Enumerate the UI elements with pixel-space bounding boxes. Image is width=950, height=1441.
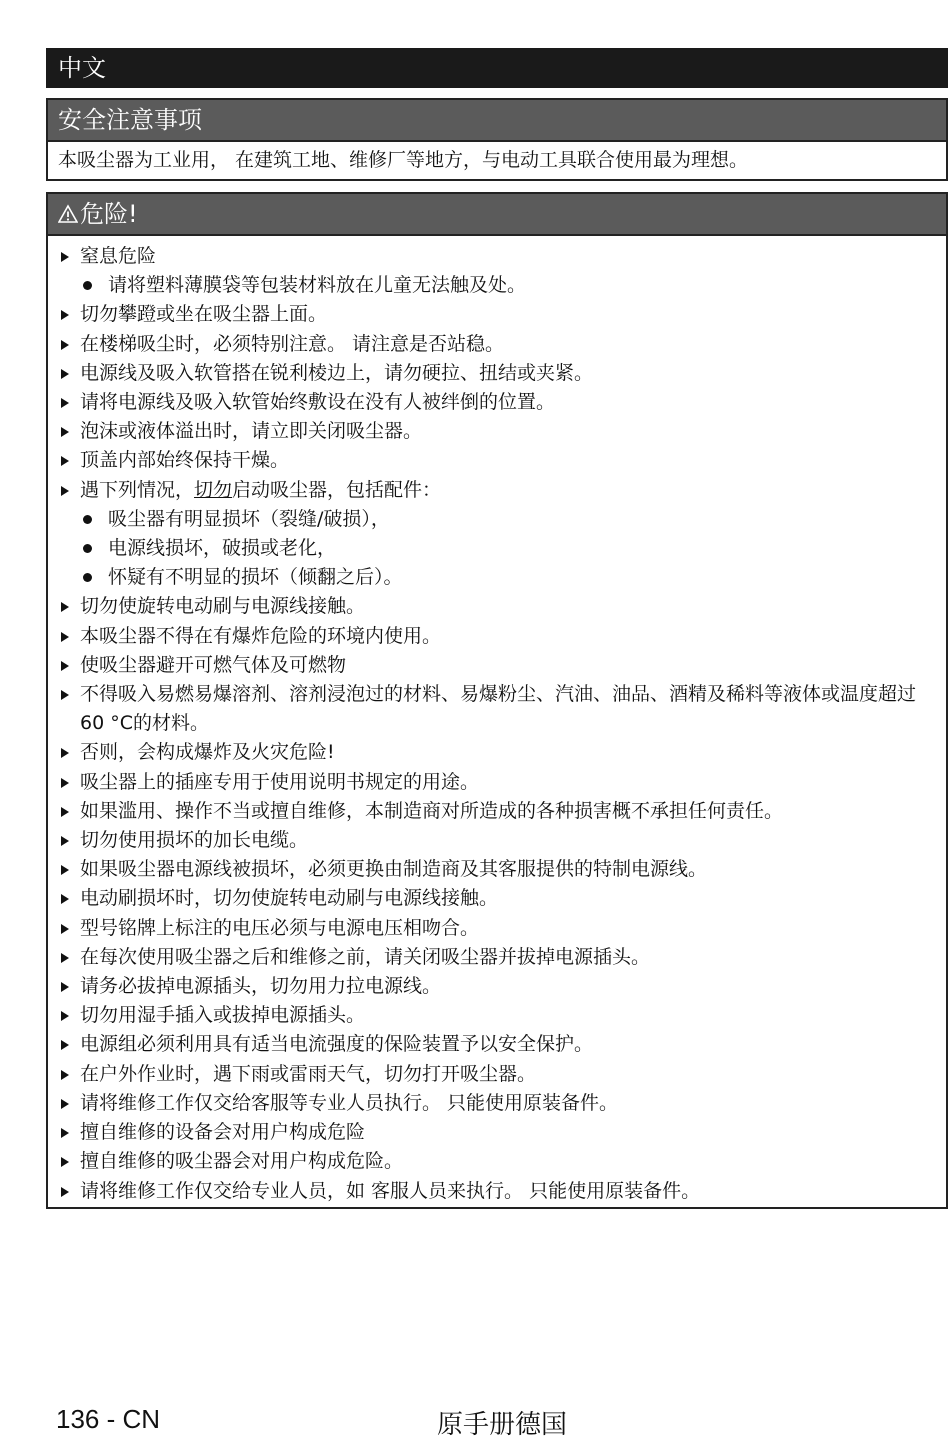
bullet-item: 怀疑有不明显的损坏（倾翻之后）。 bbox=[58, 563, 936, 592]
list-item: 电源组必须利用具有适当电流强度的保险装置予以安全保护。 bbox=[58, 1030, 936, 1059]
list-item: 擅自维修的设备会对用户构成危险 bbox=[58, 1118, 936, 1147]
list-item: 型号铭牌上标注的电压必须与电源电压相吻合。 bbox=[58, 914, 936, 943]
list-item: 在户外作业时，遇下雨或雷雨天气，切勿打开吸尘器。 bbox=[58, 1060, 936, 1089]
item-text-suffix: 启动吸尘器，包括配件： bbox=[232, 478, 442, 501]
bullet-item: 请将塑料薄膜袋等包装材料放在儿童无法触及处。 bbox=[58, 271, 936, 300]
list-item: 电源线及吸入软管搭在锐利棱边上，请勿硬拉、扭结或夹紧。 bbox=[58, 359, 936, 388]
list-item: 吸尘器上的插座专用于使用说明书规定的用途。 bbox=[58, 768, 936, 797]
list-item: 在每次使用吸尘器之后和维修之前，请关闭吸尘器并拔掉电源插头。 bbox=[58, 943, 936, 972]
list-item: 电动刷损坏时，切勿使旋转电动刷与电源线接触。 bbox=[58, 884, 936, 913]
list-item: 请务必拔掉电源插头，切勿用力拉电源线。 bbox=[58, 972, 936, 1001]
warning-triangle-icon bbox=[58, 204, 78, 224]
item-text-prefix: 遇下列情况， bbox=[80, 478, 195, 501]
safety-intro: 本吸尘器为工业用， 在建筑工地、维修厂等地方，与电动工具联合使用最为理想。 bbox=[58, 149, 749, 171]
danger-heading: 危险! bbox=[80, 200, 138, 228]
list-item: 泡沫或液体溢出时，请立即关闭吸尘器。 bbox=[58, 417, 936, 446]
language-bar: 中文 bbox=[46, 48, 948, 88]
list-item: 切勿使旋转电动刷与电源线接触。 bbox=[58, 592, 936, 621]
list-item: 切勿用湿手插入或拔掉电源插头。 bbox=[58, 1001, 936, 1030]
list-item: 如果滥用、操作不当或擅自维修，本制造商对所造成的各种损害概不承担任何责任。 bbox=[58, 797, 936, 826]
list-item: 使吸尘器避开可燃气体及可燃物 bbox=[58, 651, 936, 680]
safety-section bbox=[46, 98, 948, 181]
safety-heading: 安全注意事项 bbox=[48, 100, 946, 142]
bullet-item: 电源线损坏，破损或老化， bbox=[58, 534, 936, 563]
list-item: 请将维修工作仅交给专业人员，如 客服人员来执行。 只能使用原装备件。 bbox=[58, 1177, 936, 1206]
page-number: 136 - CN bbox=[56, 1404, 161, 1434]
list-item bbox=[58, 476, 936, 505]
footer-title: 原手册德国 bbox=[437, 1410, 568, 1440]
item-text-emphasis: 切勿 bbox=[194, 478, 233, 501]
list-item: 不得吸入易燃易爆溶剂、溶剂浸泡过的材料、易爆粉尘、汽油、油品、酒精及稀料等液体或温度超过60 °C的材料。 bbox=[58, 680, 936, 738]
list-item: 在楼梯吸尘时，必须特别注意。 请注意是否站稳。 bbox=[58, 330, 936, 359]
danger-list bbox=[48, 236, 946, 1206]
list-item: 擅自维修的吸尘器会对用户构成危险。 bbox=[58, 1147, 936, 1176]
list-item: 否则，会构成爆炸及火灾危险! bbox=[58, 738, 936, 767]
bullet-item: 吸尘器有明显损坏（裂缝/破损）， bbox=[58, 505, 936, 534]
list-item: 切勿攀蹬或坐在吸尘器上面。 bbox=[58, 300, 936, 329]
list-item: 请将维修工作仅交给客服等专业人员执行。 只能使用原装备件。 bbox=[58, 1089, 936, 1118]
danger-heading-bar bbox=[48, 194, 946, 236]
danger-section bbox=[46, 192, 948, 1209]
list-item: 切勿使用损坏的加长电缆。 bbox=[58, 826, 936, 855]
list-item: 顶盖内部始终保持干燥。 bbox=[58, 446, 936, 475]
list-item: 窒息危险 bbox=[58, 242, 936, 271]
list-item: 本吸尘器不得在有爆炸危险的环境内使用。 bbox=[58, 622, 936, 651]
list-item: 请将电源线及吸入软管始终敷设在没有人被绊倒的位置。 bbox=[58, 388, 936, 417]
list-item: 如果吸尘器电源线被损坏，必须更换由制造商及其客服提供的特制电源线。 bbox=[58, 855, 936, 884]
